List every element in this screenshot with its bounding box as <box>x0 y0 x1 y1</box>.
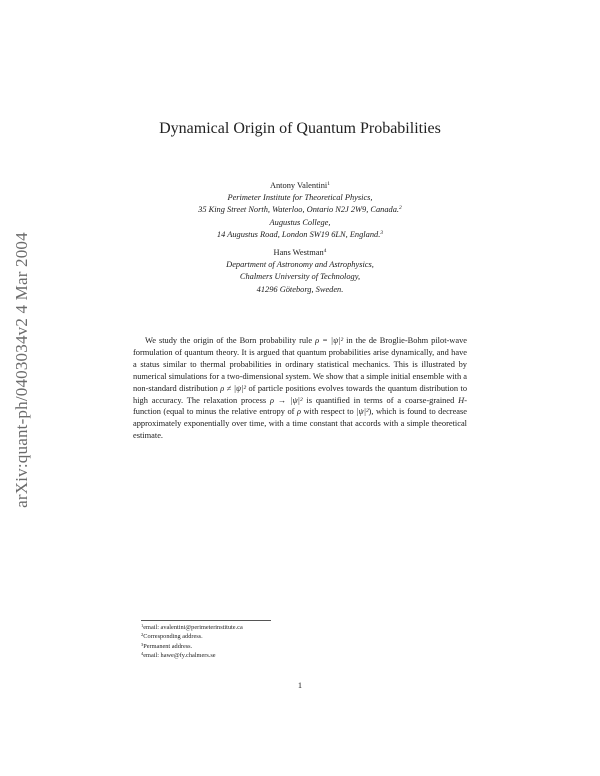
abstract <box>133 335 467 442</box>
footnote <box>141 642 243 651</box>
footnote-rule <box>141 620 271 621</box>
footnote <box>141 632 243 641</box>
footnote-mark: 4 <box>141 650 144 656</box>
abstract-text: is quantified in terms of a coarse-grained <box>302 395 459 405</box>
footnote-text: email: hawe@fy.chalmers.se <box>143 651 216 659</box>
author-2 <box>100 247 500 259</box>
footnote-text: Permanent address. <box>143 642 193 650</box>
permanent-address-footnote-mark: 3 <box>380 229 384 236</box>
footnote-text: email: avalentini@perimeterinstitute.ca <box>143 624 243 631</box>
author-1-affiliation-line: Augustus College, <box>269 217 331 227</box>
page-number: 1 <box>297 681 303 690</box>
footnote-mark: 1 <box>141 623 144 628</box>
footnote-text: Corresponding address. <box>143 633 203 641</box>
author-2-affiliation-line: Chalmers University of Technology, <box>239 272 361 282</box>
footnote <box>141 623 243 632</box>
author-1-permanent-address: 14 Augustus Road, London SW19 6LN, England. <box>216 229 381 239</box>
arxiv-identifier: arXiv:quant-ph/0403034v2 4 Mar 2004 <box>12 232 31 508</box>
footnotes <box>141 623 243 660</box>
author-1-footnote-mark: 1 <box>327 181 331 187</box>
author-2-footnote-mark: 4 <box>323 248 327 255</box>
author-1-address: 35 King Street North, Waterloo, Ontario N2J 2W9, Canada. <box>198 205 400 215</box>
math-expression: ρ ≠ |ψ|² <box>220 383 247 393</box>
author-2-affiliation-line: Department of Astronomy and Astrophysics, <box>226 260 374 270</box>
math-expression: |ψ|² <box>356 407 369 417</box>
abstract-text: -function (equal to minus the relative entropy of <box>133 395 467 417</box>
author-2-affiliation-line: 41296 Göteborg, Sweden. <box>256 284 344 294</box>
abstract-text: in the de Broglie-Bohm pilot-wave formulation of quantum theory. It is argued that quantum probabilities arise dynamically, and have a status similar to thermal probabilities in ordinary statistical mechanics. This is illustrated by numerical simulations for a two-dimensional system. We show that a simple initial ensemble with a non-standard distribution <box>133 336 467 393</box>
footnote <box>141 651 243 660</box>
abstract-text: ), which is found to decrease approximately exponentially over time, with a time constant that accords with a simple theoretical estimate. <box>133 407 467 441</box>
author-block <box>100 180 500 296</box>
author-1-affiliation-line <box>100 204 500 216</box>
abstract-text: of particle positions evolves towards the quantum distribution to high accuracy. The relaxation process <box>133 383 468 405</box>
math-expression: ρ → |ψ|² <box>270 395 303 405</box>
author-1 <box>100 180 500 192</box>
math-expression: H <box>458 395 465 405</box>
arxiv-side-stamp <box>8 200 36 540</box>
author-1-name: Antony Valentini <box>269 181 328 190</box>
abstract-text: We study the origin of the Born probability rule <box>145 336 316 345</box>
footnote-mark: 3 <box>141 641 144 647</box>
author-2-name: Hans Westman <box>273 248 324 258</box>
footnote-mark: 2 <box>141 632 144 638</box>
paper-title: Dynamical Origin of Quantum Probabilities <box>159 120 441 137</box>
math-expression: ρ = |ψ|² <box>315 336 344 345</box>
abstract-text: with respect to <box>300 407 357 417</box>
author-1-affiliation-line <box>100 229 500 241</box>
address-footnote-mark: 2 <box>399 205 402 212</box>
author-1-affiliation-line: Perimeter Institute for Theoretical Physics, <box>227 193 373 203</box>
math-expression: ρ <box>296 407 301 417</box>
